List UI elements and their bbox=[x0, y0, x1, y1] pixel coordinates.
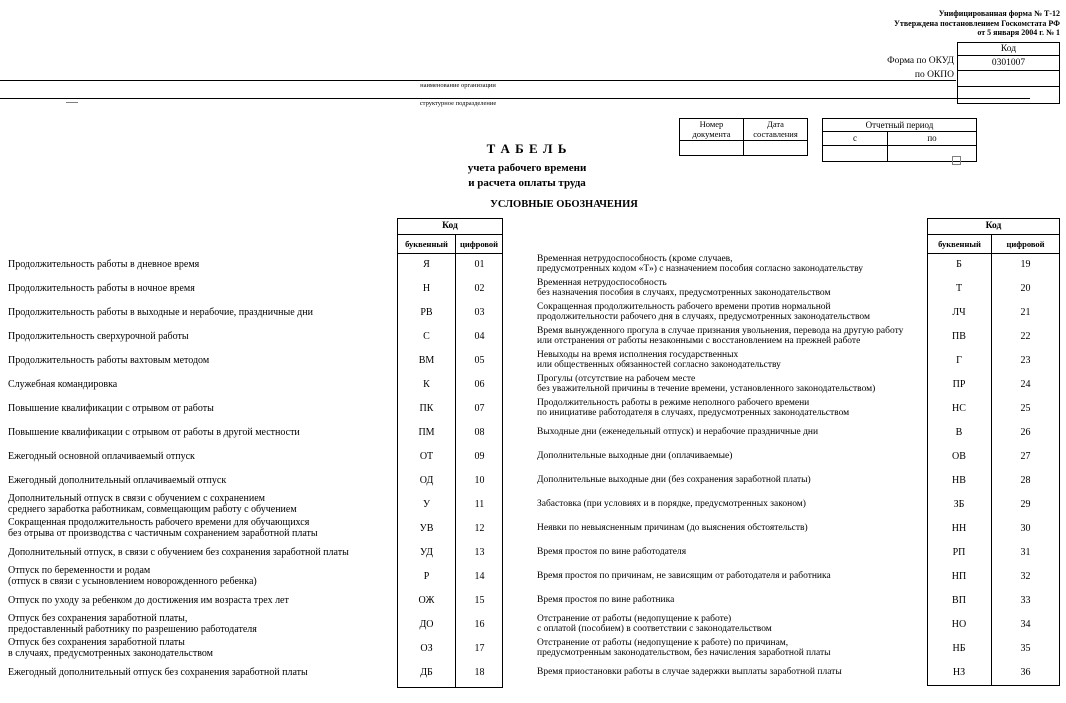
legend-left-digit-code: 10 bbox=[474, 474, 485, 486]
legend-right-letter-code: НО bbox=[951, 618, 967, 630]
description-line: Временная нетрудоспособность bbox=[537, 277, 667, 288]
legend-row bbox=[8, 660, 1060, 684]
legend-row bbox=[8, 276, 1060, 300]
legend-left-description bbox=[8, 379, 397, 390]
legend-left-description bbox=[8, 307, 397, 318]
description-line: Повышение квалификации с отрывом от работы в другой местности bbox=[8, 426, 300, 438]
legend-right-digit-code: 35 bbox=[1020, 642, 1031, 654]
legend-left-letter-code: УВ bbox=[419, 522, 434, 534]
legend-right-digit-code: 31 bbox=[1020, 546, 1031, 558]
description-line: Дополнительный отпуск, в связи с обучением без сохранения заработной платы bbox=[8, 546, 349, 558]
legend-left-letter-code: ОТ bbox=[419, 450, 434, 462]
legend-left-letter-code: Н bbox=[422, 282, 431, 294]
legend-right-digit-code: 30 bbox=[1020, 522, 1031, 534]
legend-left-description bbox=[8, 637, 397, 659]
legend-right-digit-code: 24 bbox=[1020, 378, 1031, 390]
legend-right-description bbox=[537, 571, 927, 582]
description-line: Выходные дни (еженедельный отпуск) и нерабочие праздничные дни bbox=[537, 426, 819, 437]
code-box-header: Код bbox=[958, 43, 1059, 56]
legend-right-description bbox=[537, 451, 927, 462]
legend-left-description bbox=[8, 259, 397, 270]
title-main: Т А Б Е Л Ь bbox=[486, 141, 568, 156]
description-line: без уважительной причины в течение времени, установленного законодательством) bbox=[537, 384, 876, 394]
legend-right-digit-code: 19 bbox=[1020, 258, 1031, 270]
period-from-input[interactable] bbox=[823, 146, 888, 161]
legend-right-digit-code: 29 bbox=[1020, 498, 1031, 510]
legend-right-letter-code: ЛЧ bbox=[952, 306, 966, 318]
legend-left-digit-code: 06 bbox=[474, 378, 485, 390]
legend-right-description bbox=[537, 595, 927, 606]
legend-right-digit-code: 23 bbox=[1020, 354, 1031, 366]
legend-row bbox=[8, 492, 1060, 516]
legend-row bbox=[8, 564, 1060, 588]
form-date-line: от 5 января 2004 г. № 1 bbox=[977, 28, 1060, 37]
description-line: Продолжительность работы в выходные и нерабочие, праздничные дни bbox=[8, 306, 313, 318]
legend-row bbox=[8, 396, 1060, 420]
description-line: Ежегодный основной оплачиваемый отпуск bbox=[8, 450, 195, 462]
description-line: Невыходы на время исполнения государственных bbox=[537, 349, 739, 360]
legend-right-letter-code: НС bbox=[952, 402, 966, 414]
description-line: Продолжительность работы в режиме неполного рабочего времени bbox=[537, 397, 810, 408]
okud-label: Форма по ОКУД bbox=[887, 56, 954, 66]
legend-left-letter-code: ОЖ bbox=[418, 594, 435, 606]
legend-left-digit-code: 15 bbox=[474, 594, 485, 606]
legend-left-description bbox=[8, 565, 397, 587]
okud-value: 0301007 bbox=[958, 56, 1059, 71]
legend-left-description bbox=[8, 331, 397, 342]
description-line: Дополнительные выходные дни (без сохранения заработной платы) bbox=[537, 474, 811, 485]
document-title bbox=[377, 141, 677, 190]
left-letter-code-header: буквенный bbox=[398, 235, 456, 253]
legend-row bbox=[8, 636, 1060, 660]
description-line: Время простоя по вине работодателя bbox=[537, 546, 687, 557]
legend-right-description bbox=[537, 547, 927, 558]
legend-rows bbox=[8, 252, 1060, 684]
legend-left-letter-code: ДО bbox=[419, 618, 434, 630]
legend-left-digit-code: 07 bbox=[474, 402, 485, 414]
marker-square bbox=[952, 156, 961, 165]
legend-row bbox=[8, 540, 1060, 564]
legend-right-description bbox=[537, 278, 927, 299]
description-line: Отпуск без сохранения заработной платы bbox=[8, 637, 185, 648]
legend-right-letter-code: ПР bbox=[952, 378, 966, 390]
description-line: в случаях, предусмотренных законодательством bbox=[8, 648, 213, 659]
description-line: по инициативе работодателя в случаях, предусмотренных законодательством bbox=[537, 408, 850, 418]
okpo-label: по ОКПО bbox=[914, 70, 954, 80]
code-box-empty-cell[interactable] bbox=[958, 87, 1059, 103]
legend-left-letter-code: ПК bbox=[419, 402, 434, 414]
description-line: Время простоя по причинам, не зависящим от работодателя и работника bbox=[537, 570, 831, 581]
legend-right-digit-code: 34 bbox=[1020, 618, 1031, 630]
legend-row bbox=[8, 420, 1060, 444]
legend-row bbox=[8, 588, 1060, 612]
legend-left-description bbox=[8, 403, 397, 414]
legend-right-description bbox=[537, 427, 927, 438]
right-letter-code-header: буквенный bbox=[928, 235, 992, 253]
legend-left-digit-code: 08 bbox=[474, 426, 485, 438]
structural-unit-line[interactable] bbox=[0, 98, 1030, 99]
description-line: среднего заработка работникам, совмещающим работу с обучением bbox=[8, 504, 297, 515]
legend-right-letter-code: ПВ bbox=[952, 330, 966, 342]
legend-right-letter-code: НЗ bbox=[952, 666, 966, 678]
legend-right-description bbox=[537, 523, 927, 534]
legend-row bbox=[8, 612, 1060, 636]
legend-right-letter-code: ОВ bbox=[952, 450, 966, 462]
legend-left-digit-code: 14 bbox=[474, 570, 485, 582]
description-line: предусмотренных кодом «Т») с назначением пособия согласно законодательству bbox=[537, 264, 863, 274]
legend-right-digit-code: 32 bbox=[1020, 570, 1031, 582]
legend-left-digit-code: 02 bbox=[474, 282, 485, 294]
legend-right-description bbox=[537, 638, 927, 659]
description-line: с оплатой (пособием) в соответствии с законодательством bbox=[537, 624, 772, 634]
description-line: Отстранение от работы (недопущение к работе) bbox=[537, 613, 732, 624]
legend-right-letter-code: РП bbox=[952, 546, 966, 558]
legend-right-letter-code: В bbox=[955, 426, 963, 438]
description-line: Временная нетрудоспособность (кроме случаев, bbox=[537, 253, 733, 264]
legend-left-digit-code: 11 bbox=[474, 498, 485, 510]
description-line: продолжительности рабочего дня в случаях, предусмотренных законодательством bbox=[537, 312, 870, 322]
legend-left-letter-code: ОД bbox=[419, 474, 434, 486]
description-line: Служебная командировка bbox=[8, 378, 118, 390]
left-code-table-header: Код bbox=[398, 219, 502, 235]
description-line: Время простоя по вине работника bbox=[537, 594, 675, 605]
legend-right-digit-code: 21 bbox=[1020, 306, 1031, 318]
description-line: или общественных обязанностей согласно законодательству bbox=[537, 360, 781, 370]
description-line: Неявки по невыясненным причинам (до выяснения обстоятельств) bbox=[537, 522, 808, 533]
legend-left-digit-code: 04 bbox=[474, 330, 485, 342]
legend-right-description bbox=[537, 326, 927, 347]
legend-left-description bbox=[8, 475, 397, 486]
legend-right-letter-code: Б bbox=[956, 258, 962, 270]
description-line: Отпуск без сохранения заработной платы, bbox=[8, 613, 188, 624]
title-sub2: и расчета оплаты труда bbox=[468, 176, 586, 189]
legend-right-description bbox=[537, 398, 927, 419]
description-line: Время приостановки работы в случае задержки выплаты заработной платы bbox=[537, 666, 842, 677]
legend-right-digit-code: 27 bbox=[1020, 450, 1031, 462]
description-line: Ежегодный дополнительный отпуск без сохранения заработной платы bbox=[8, 666, 308, 678]
legend-left-digit-code: 16 bbox=[474, 618, 485, 630]
legend-left-letter-code: ВМ bbox=[418, 354, 435, 366]
right-digit-code-header: цифровой bbox=[1006, 239, 1045, 249]
legend-left-digit-code: 13 bbox=[474, 546, 485, 558]
description-line: Дополнительный отпуск в связи с обучением с сохранением bbox=[8, 493, 265, 504]
dash-mark bbox=[66, 102, 78, 103]
legend-left-letter-code: С bbox=[423, 330, 430, 342]
legend-left-digit-code: 17 bbox=[474, 642, 485, 654]
legend-left-digit-code: 03 bbox=[474, 306, 485, 318]
description-line: предоставленный работнику по разрешению работодателя bbox=[8, 624, 257, 635]
legend-right-digit-code: 20 bbox=[1020, 282, 1031, 294]
legend-left-description bbox=[8, 355, 397, 366]
legend-right-description bbox=[537, 475, 927, 486]
legend-left-letter-code: ОЗ bbox=[420, 642, 433, 654]
legend-left-description bbox=[8, 493, 397, 515]
date-input[interactable] bbox=[744, 141, 807, 155]
legend-right-digit-code: 36 bbox=[1020, 666, 1031, 678]
description-line: или отстранения от работы незаконными с восстановлением на прежней работе bbox=[537, 336, 861, 346]
legend-row bbox=[8, 516, 1060, 540]
legend-left-digit-code: 01 bbox=[474, 258, 485, 270]
description-line: Продолжительность работы вахтовым методом bbox=[8, 354, 210, 366]
legend-left-letter-code: ПМ bbox=[418, 426, 435, 438]
legend-left-description bbox=[8, 547, 397, 558]
period-from-label: с bbox=[823, 132, 888, 145]
legend-left-digit-code: 05 bbox=[474, 354, 485, 366]
legend-row bbox=[8, 444, 1060, 468]
legend-right-description bbox=[537, 667, 927, 678]
description-line: Сокращенная продолжительность рабочего времени для обучающихся bbox=[8, 517, 310, 528]
right-code-table-header: Код bbox=[928, 219, 1059, 235]
legend-row bbox=[8, 300, 1060, 324]
legend-left-description bbox=[8, 451, 397, 462]
structural-unit-caption: структурное подразделение bbox=[419, 100, 497, 107]
legend-left-digit-code: 09 bbox=[474, 450, 485, 462]
legend-right-description bbox=[537, 350, 927, 371]
description-line: Продолжительность работы в ночное время bbox=[8, 282, 195, 294]
legend-left-letter-code: РВ bbox=[420, 306, 433, 318]
legend-right-digit-code: 22 bbox=[1020, 330, 1031, 342]
legend-left-digit-code: 18 bbox=[474, 666, 485, 678]
legend-left-description bbox=[8, 517, 397, 539]
document-number-header: Номер документа bbox=[680, 119, 744, 140]
left-digit-code-header: цифровой bbox=[459, 239, 499, 249]
okpo-value-cell[interactable] bbox=[958, 71, 1059, 87]
legend-left-letter-code: УД bbox=[420, 546, 433, 558]
legend-right-letter-code: НП bbox=[951, 570, 967, 582]
legend-right-letter-code: НВ bbox=[952, 474, 966, 486]
legend-row bbox=[8, 372, 1060, 396]
form-approval-header bbox=[894, 9, 1060, 38]
period-to-input[interactable] bbox=[888, 146, 976, 161]
legend-section-title: УСЛОВНЫЕ ОБОЗНАЧЕНИЯ bbox=[490, 199, 638, 210]
legend-right-digit-code: 25 bbox=[1020, 402, 1031, 414]
description-line: Продолжительность работы в дневное время bbox=[8, 258, 200, 270]
legend-row bbox=[8, 324, 1060, 348]
legend-left-description bbox=[8, 427, 397, 438]
description-line: Время вынужденного прогула в случае признания увольнения, перевода на другую работу bbox=[537, 325, 904, 336]
legend-right-letter-code: Т bbox=[955, 282, 963, 294]
legend-right-description bbox=[537, 254, 927, 275]
legend-left-description bbox=[8, 613, 397, 635]
legend-left-letter-code: ДБ bbox=[420, 666, 433, 678]
description-line: Продолжительность сверхурочной работы bbox=[8, 330, 189, 342]
code-box-table bbox=[957, 42, 1060, 104]
description-line: Забастовка (при условиях и в порядке, предусмотренных законом) bbox=[537, 498, 806, 509]
description-line: Дополнительные выходные дни (оплачиваемые) bbox=[537, 450, 733, 461]
legend-left-letter-code: К bbox=[423, 378, 430, 390]
description-line: без назначения пособия в случаях, предусмотренных законодательством bbox=[537, 288, 831, 298]
legend-right-description bbox=[537, 374, 927, 395]
legend-right-letter-code: Г bbox=[956, 354, 962, 366]
legend-right-letter-code: НН bbox=[951, 522, 967, 534]
document-number-table bbox=[679, 118, 808, 156]
legend-left-letter-code: У bbox=[422, 498, 431, 510]
description-line: Сокращенная продолжительность рабочего времени против нормальной bbox=[537, 301, 831, 312]
period-to-label: по bbox=[927, 133, 937, 143]
form-approved-line: Утверждена постановлением Госкомстата РФ bbox=[894, 18, 1060, 28]
organization-name-line[interactable] bbox=[0, 80, 956, 81]
legend-row bbox=[8, 348, 1060, 372]
description-line: Прогулы (отсутствие на рабочем месте bbox=[537, 373, 696, 384]
description-line: Отстранение от работы (недопущение к работе) по причинам, bbox=[537, 637, 789, 648]
legend-right-description bbox=[537, 499, 927, 510]
legend-left-letter-code: Я bbox=[423, 258, 430, 270]
legend-left-digit-code: 12 bbox=[474, 522, 485, 534]
description-line: Ежегодный дополнительный оплачиваемый отпуск bbox=[8, 474, 227, 486]
description-line: без отрыва от производства с частичным сохранением заработной платы bbox=[8, 528, 318, 539]
legend-left-description bbox=[8, 595, 397, 606]
legend-right-digit-code: 33 bbox=[1020, 594, 1031, 606]
legend-left-description bbox=[8, 283, 397, 294]
document-number-input[interactable] bbox=[680, 141, 744, 155]
legend-row bbox=[8, 252, 1060, 276]
description-line: (отпуск в связи с усыновлением новорожденного ребенка) bbox=[8, 576, 257, 587]
legend-row bbox=[8, 468, 1060, 492]
legend-right-description bbox=[537, 302, 927, 323]
description-line: Повышение квалификации с отрывом от работы bbox=[8, 402, 214, 414]
description-line: Отпуск по уходу за ребенком до достижения им возраста трех лет bbox=[8, 594, 289, 606]
legend-right-letter-code: ВП bbox=[952, 594, 966, 606]
legend-right-letter-code: ЗБ bbox=[953, 498, 965, 510]
title-sub1: учета рабочего времени bbox=[467, 162, 587, 174]
form-name-line: Унифицированная форма № Т-12 bbox=[938, 9, 1060, 18]
description-line: предусмотренным законодательством, без начисления заработной платы bbox=[537, 648, 831, 658]
legend-right-digit-code: 26 bbox=[1020, 426, 1031, 438]
date-header: Дата составления bbox=[753, 119, 798, 139]
organization-name-caption: наименование организации bbox=[420, 82, 496, 89]
legend-left-letter-code: Р bbox=[423, 570, 430, 582]
legend-right-description bbox=[537, 614, 927, 635]
description-line: Отпуск по беременности и родам bbox=[8, 565, 151, 576]
legend-left-description bbox=[8, 667, 397, 678]
reporting-period-header: Отчетный период bbox=[823, 119, 976, 132]
legend-right-digit-code: 28 bbox=[1020, 474, 1031, 486]
legend-right-letter-code: НБ bbox=[952, 642, 966, 654]
